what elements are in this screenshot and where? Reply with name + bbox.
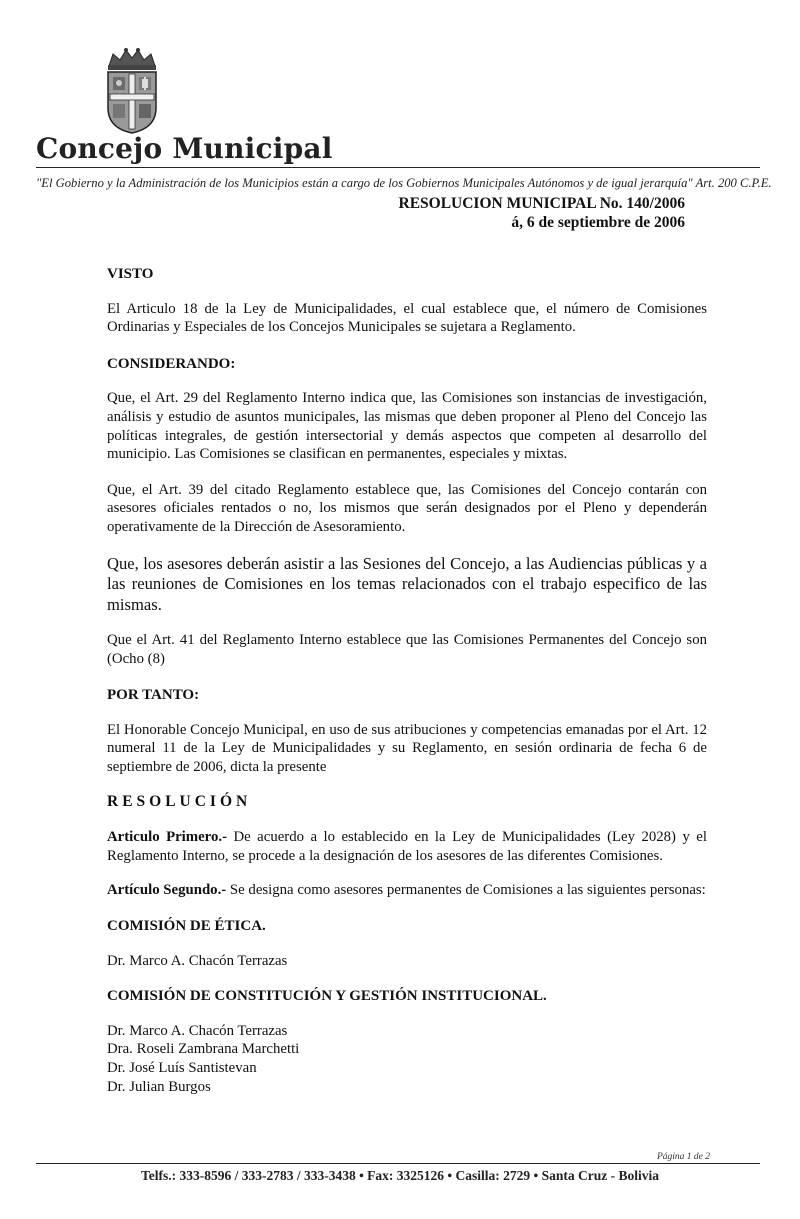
footer-divider [36,1163,760,1164]
visto-text: El Articulo 18 de la Ley de Municipalidades, el cual establece que, el número de Comisiones Ordinarias y Especiales de los Concejos Municipales se sujetara a Reglamento. [107,300,707,336]
resolucion-title: RESOLUCIÓN [107,792,252,810]
article-first-label: Articulo Primero.- [107,829,227,846]
footer-contact: Telfs.: 333-8596 / 333-2783 / 333-3438 • Fax: 3325126 • Casilla: 2729 • Santa Cruz - Bolivia [140,1168,660,1183]
article-first-text: De acuerdo a lo establecido en la Ley de Municipalidades (Ley 2028) y el Reglamento Interno, se procede a la designación de los asesores de las diferentes Comisiones. [107,829,707,864]
document-body [107,265,707,1096]
commission-constitution-title: COMISIÓN DE CONSTITUCIÓN Y GESTIÓN INSTITUCIONAL. [107,988,547,1005]
considerando-paragraph-1: Que, el Art. 29 del Reglamento Interno indica que, las Comisiones son instancias de investigación, análisis y estudio de asuntos municipales, las mismas que deben proponer al Pleno del Concejo las políticas integrales, de gestión intersectorial y demás aspectos que competen al desarrollo del municipio. Las Comisiones se clasifican en permanentes, especiales y mixtas. [107,390,707,463]
page-number: Página 1 de 2 [656,1152,710,1162]
por-tanto-text: El Honorable Concejo Municipal, en uso de sus atribuciones y competencias emanadas por el Art. 12 numeral 11 de la Ley de Municipalidades y su Reglamento, en sesión ordinaria de fecha 6 de septiembre de 2006, dicta la presente [107,721,707,775]
considerando-paragraph-4: Que el Art. 41 del Reglamento Interno establece que las Comisiones Permanentes del Concejo son (Ocho (8) [107,632,707,667]
coat-of-arms-logo [103,46,161,134]
article-second-text: Se designa como asesores permanentes de Comisiones a las siguientes personas: [226,882,706,899]
resolution-date: á, 6 de septiembre de 2006 [511,214,685,231]
member-name: Dra. Roseli Zambrana Marchetti [107,1041,300,1058]
header-divider [36,167,760,168]
org-name: Concejo Municipal [36,132,333,165]
member-name: Dr. José Luís Santistevan [107,1059,257,1076]
commission-ethics-members [107,952,707,971]
article-second [107,881,707,900]
article-first [107,828,707,865]
article-second-label: Artículo Segundo.- [107,882,227,899]
por-tanto-heading: POR TANTO: [107,687,200,704]
visto-heading: VISTO [107,266,154,282]
member-name: Dr. Marco A. Chacón Terrazas [107,952,288,969]
commission-ethics-title: COMISIÓN DE ÉTICA. [107,917,266,934]
member-name: Dr. Julian Burgos [107,1078,211,1095]
considerando-paragraph-2: Que, el Art. 39 del citado Reglamento establece que, las Comisiones del Concejo contarán con asesores oficiales rentados o no, los mismos que serán designados por el Pleno y dependerán operativamente de la Dirección de Asesoramiento. [107,481,707,535]
motto: "El Gobierno y la Administración de los Municipios están a cargo de los Gobiernos Municipales Autónomos y de igual jerarquía" Art. 200 C.P.E. [36,176,772,190]
member-name: Dr. Marco A. Chacón Terrazas [107,1022,288,1039]
considerando-heading: CONSIDERANDO: [107,355,236,372]
considerando-paragraph-3: Que, los asesores deberán asistir a las Sesiones del Concejo, a las Audiencias públicas y a las reuniones de Comisiones en los temas relacionados con el trabajo especifico de las mismas. [107,553,707,614]
resolution-number: RESOLUCION MUNICIPAL No. 140/2006 [398,195,685,212]
commission-constitution-members [107,1022,707,1096]
